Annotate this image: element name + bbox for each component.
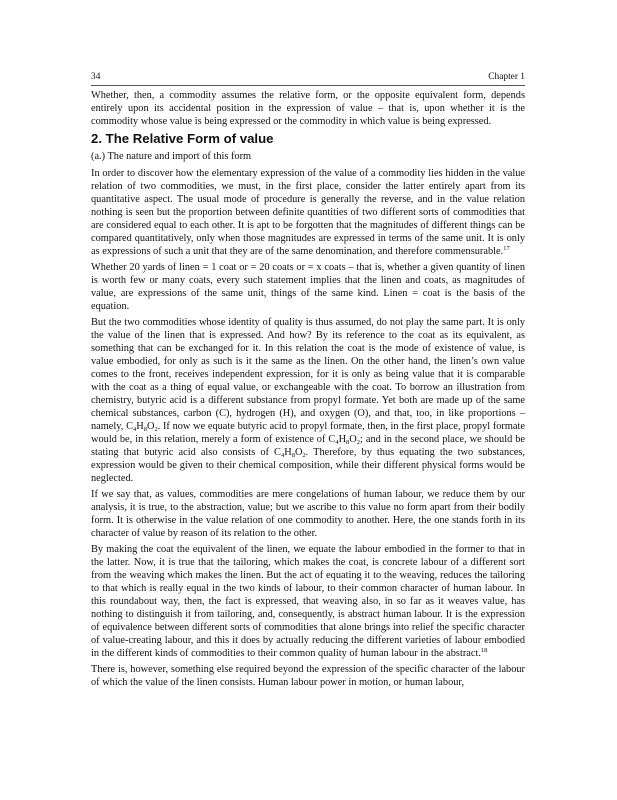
intro-paragraph: Whether, then, a commodity assumes the relative form, or the opposite equivalent form, depends entirely upon its accidental position in the expression of value – that is, upon whether it is the commodity whose value is being expressed or the commodity in which value is being expressed. <box>91 90 525 127</box>
running-header <box>91 72 525 82</box>
body-text <box>91 89 525 692</box>
footnote-ref-17[interactable]: 17 <box>503 245 510 252</box>
chapter-label: Chapter 1 <box>488 72 525 82</box>
header-rule <box>91 85 525 86</box>
paragraph-4: If we say that, as values, commodities are mere congelations of human labour, we reduce them by our analysis, it is true, to the abstraction, value; but we ascribe to this value no form apart from their bodily form. It is otherwise in the value relation of one commodity to another. Here, the one stands forth in its character of value by reason of its relation to the other. <box>91 489 525 539</box>
paragraph-2: Whether 20 yards of linen = 1 coat or = 20 coats or = x coats – that is, whether a given quantity of linen is worth few or many coats, every such statement implies that the linen and coats, as magnitudes of value, are expressions of the same unit, things of the same kind. Linen = coat is the basis of the equation. <box>91 262 525 312</box>
paragraph-3: But the two commodities whose identity of quality is thus assumed, do not play the same part. It is only the value of the linen that is expressed. And how? By its reference to the coat as its equivalent, as something that can be exchanged for it. In this relation the coat is the mode of existence of value, is value embodied, for only as such is it the same as the linen. On the other hand, the linen’s own value comes to the front, receives independent expression, for it is only as being value that it is comparable with the coat as a thing of equal value, or exchangeable with the coat. To borrow an illustration from chemistry, butyric acid is a different substance from propyl formate. Yet both are made up of the same chemical substances, carbon (C), hydrogen (H), and oxygen (O), and that, too, in like proportions – namely, $C_4H_8O_2$. If now we equate butyric acid to propyl formate, then, in the first place, propyl formate would be, in this relation, merely a form of existence of $C_4H_8O_2$; and in the second place, we should be stating that butyric acid also consists of $C_4H_8O_2$. Therefore, by thus equating the two substances, expression would be given to their chemical composition, while their different physical forms would be neglected. <box>91 317 525 484</box>
subsection-title: (a.) The nature and import of this form <box>91 151 252 162</box>
page-number: 34 <box>91 72 101 82</box>
paragraph-1: In order to discover how the elementary expression of the value of a commodity lies hidden in the value relation of two commodities, we must, in the first place, consider the latter entirely apart from its quantitative aspect. The usual mode of procedure is generally the reverse, and in the value relation nothing is seen but the proportion between definite quantities of two different sorts of commodities that are considered equal to each other. It is apt to be forgotten that the magnitudes of different things can be compared quantitatively, only when those magnitudes are expressed in terms of the same unit. It is only as expressions of such a unit that they are of the same denomination, and therefore commensurable.$^{17}$ <box>91 168 525 257</box>
footnote-ref-18[interactable]: 18 <box>480 647 488 654</box>
paragraph-6: There is, however, something else required beyond the expression of the specific character of the labour of which the value of the linen consists. Human labour power in motion, or human labour, <box>91 664 525 688</box>
section-title: 2. The Relative Form of value <box>91 131 274 146</box>
paragraph-5: By making the coat the equivalent of the linen, we equate the labour embodied in the former to that in the latter. Now, it is true that the tailoring, which makes the coat, is concrete labour of a different sort from the weaving which makes the linen. But the act of equating it to the weaving, reduces the tailoring to that which is really equal in the two kinds of labour, to their common character of human labour. In this roundabout way, then, the fact is expressed, that weaving also, in so far as it weaves value, has nothing to distinguish it from tailoring, and, consequently, is abstract human labour. It is the expression of equivalence between different sorts of commodities that alone brings into relief the specific character of value-creating labour, and this it does by actually reducing the different varieties of labour embodied in the different kinds of commodities to their common quality of human labour in the abstract.$^{18}$ <box>91 544 525 659</box>
